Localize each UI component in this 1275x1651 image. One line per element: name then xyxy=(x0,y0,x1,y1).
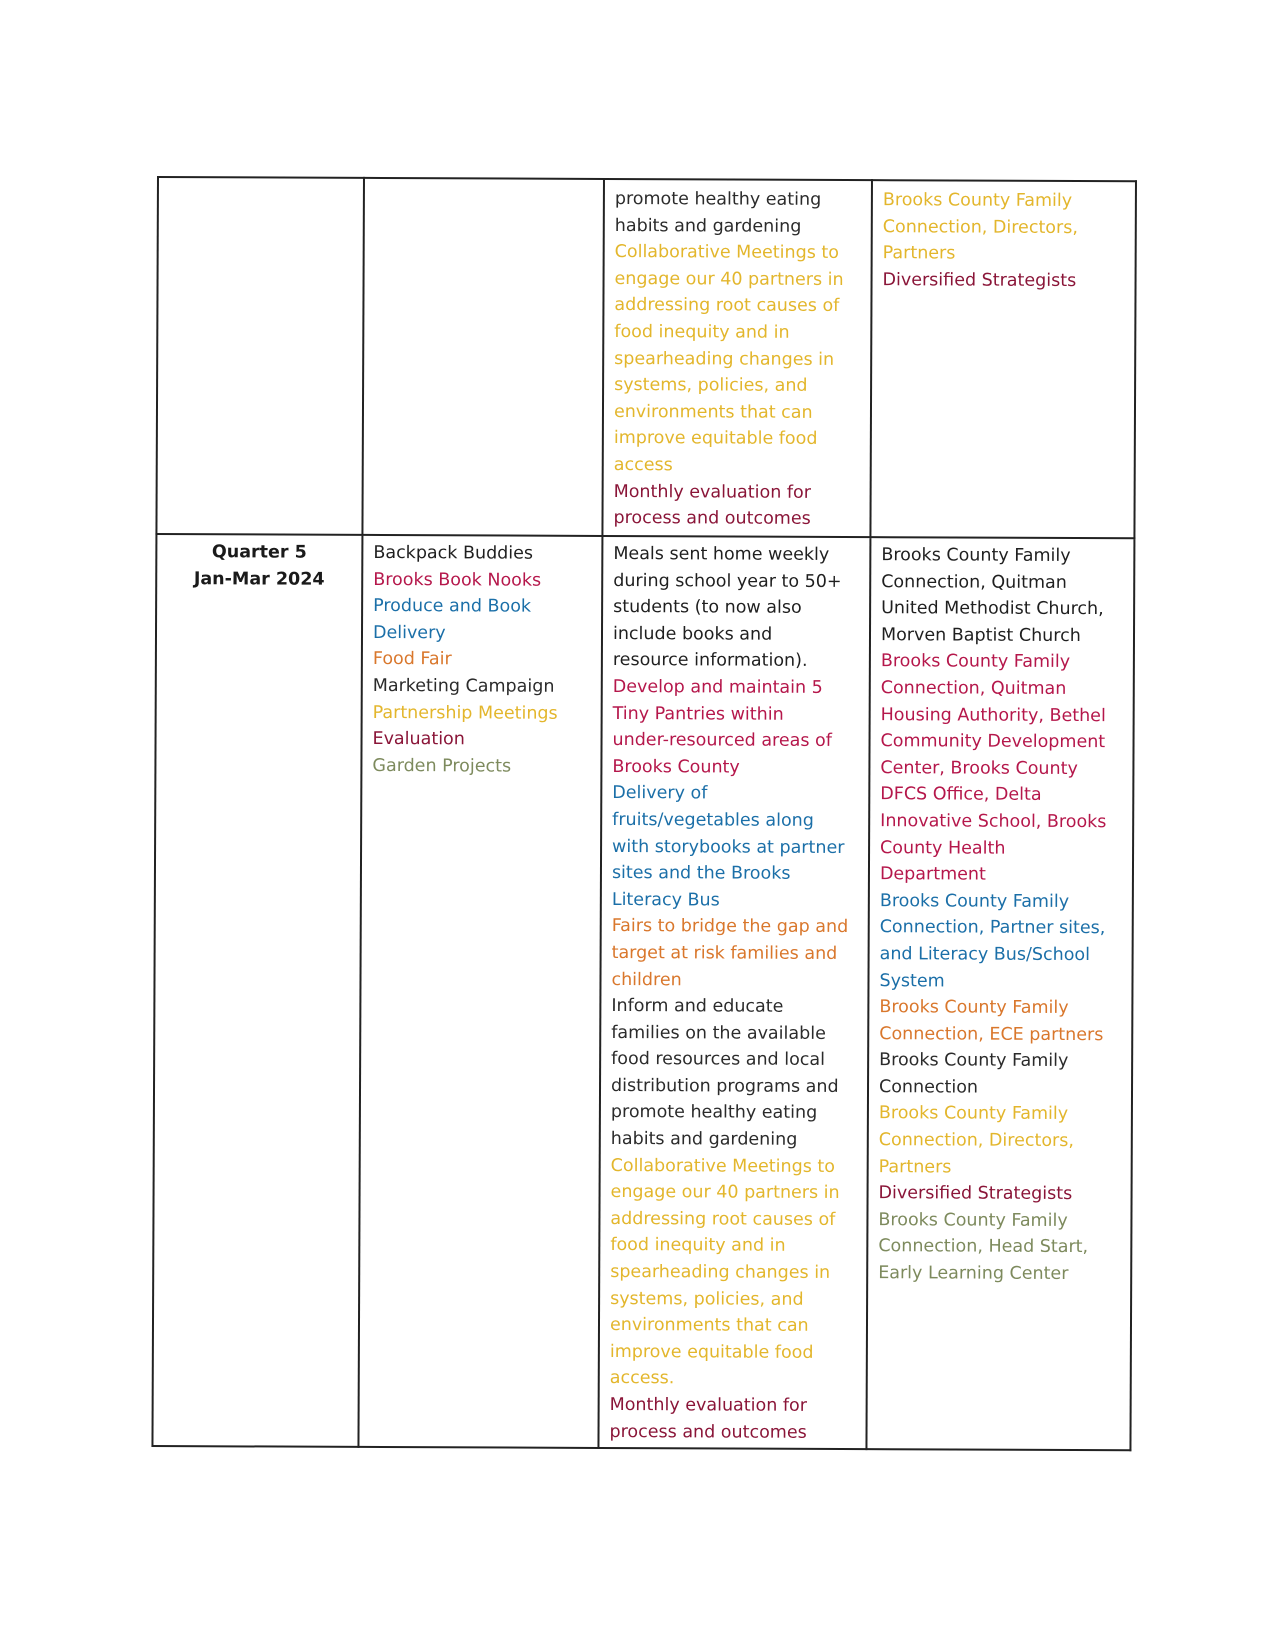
activity-backpack-buddies: Backpack Buddies xyxy=(373,542,534,564)
descriptions-cell xyxy=(602,179,872,537)
description-line: target at risk families and xyxy=(611,942,838,964)
description-line: Tiny Pantries within xyxy=(612,703,784,725)
description-line: improve equitable food xyxy=(609,1341,814,1363)
description-line: access. xyxy=(609,1368,675,1389)
activity-garden-projects: Garden Projects xyxy=(372,755,512,777)
partner-line: Housing Authority, Bethel xyxy=(880,704,1106,726)
table-row xyxy=(156,177,1136,538)
description-block xyxy=(610,1153,857,1393)
activity-brooks-book-nooks: Brooks Book Nooks xyxy=(373,569,542,591)
partner-block xyxy=(879,994,1121,1048)
description-line: during school year to 50+ xyxy=(613,570,842,592)
partner-line: Department xyxy=(879,864,986,885)
description-line: Literacy Bus xyxy=(611,889,720,911)
partners-cell xyxy=(870,180,1136,538)
partner-line: Brooks County Family xyxy=(879,1050,1069,1072)
partner-line: Connection, Quitman xyxy=(880,678,1067,699)
description-line: fruits/vegetables along xyxy=(612,809,814,831)
partner-line: Connection, Quitman xyxy=(881,571,1067,593)
partner-line: Brooks County Family xyxy=(879,997,1069,1019)
partner-line: Diversified Strategists xyxy=(878,1183,1073,1205)
partner-line: Partners xyxy=(882,243,956,264)
activities-cell xyxy=(362,178,604,536)
partner-line: Innovative School, Brooks xyxy=(880,811,1107,833)
description-line: Monthly evaluation for xyxy=(613,481,811,503)
description-line: addressing root causes of xyxy=(610,1208,836,1230)
description-line: process and outcomes xyxy=(609,1421,807,1443)
partner-line: Diversified Strategists xyxy=(882,269,1077,291)
description-block xyxy=(609,1392,855,1446)
activity-food-fair: Food Fair xyxy=(372,649,452,670)
partner-block xyxy=(878,1207,1120,1288)
description-line: families on the available xyxy=(611,1022,826,1044)
description-line: promote healthy eating xyxy=(610,1102,818,1124)
partner-line: County Health xyxy=(880,837,1006,859)
description-line: systems, policies, and xyxy=(614,375,808,396)
partner-line: Brooks County Family xyxy=(878,1103,1069,1125)
description-line: sites and the Brooks xyxy=(611,863,791,884)
partner-line: Connection, Directors, xyxy=(878,1130,1074,1152)
partner-line: Brooks County Family xyxy=(878,1210,1068,1231)
description-line: habits and gardening xyxy=(614,215,802,237)
description-block xyxy=(613,541,860,675)
description-line: children xyxy=(611,969,682,990)
description-block xyxy=(615,186,861,240)
description-line: Fairs to bridge the gap and xyxy=(611,916,849,938)
description-line: spearheading changes in xyxy=(610,1262,831,1283)
description-line: resource information). xyxy=(612,650,808,672)
description-line: engage our 40 partners in xyxy=(614,268,844,290)
partner-line: Morven Baptist Church xyxy=(880,624,1081,646)
activity-produce-book-delivery: Produce and Book xyxy=(373,596,532,617)
description-line: Brooks County xyxy=(612,756,740,778)
plan-table xyxy=(151,176,1137,1451)
quarter-label xyxy=(169,184,353,185)
description-line: students (to now also xyxy=(613,597,802,619)
partner-block xyxy=(879,1047,1121,1101)
description-line: Develop and maintain 5 xyxy=(612,676,823,698)
description-line: engage our 40 partners in xyxy=(610,1182,840,1204)
partner-line: Center, Brooks County xyxy=(880,757,1078,779)
partner-block xyxy=(879,1101,1121,1182)
partner-line: United Methodist Church, xyxy=(881,598,1104,620)
partner-block xyxy=(879,888,1121,995)
description-line: include books and xyxy=(612,623,773,645)
partner-line: Brooks County Family xyxy=(882,190,1073,211)
activity-marketing-campaign: Marketing Campaign xyxy=(372,675,555,697)
partner-block xyxy=(882,267,1124,295)
partner-block xyxy=(881,542,1123,649)
partner-line: Connection, Partner sites, xyxy=(879,917,1106,939)
description-line: Meals sent home weekly xyxy=(613,543,830,565)
description-block xyxy=(611,993,858,1154)
description-line: environments that can xyxy=(609,1315,809,1337)
description-line: Delivery of xyxy=(612,783,708,804)
description-block xyxy=(612,780,859,914)
partner-line: Connection xyxy=(878,1077,979,1098)
partner-line: and Literacy Bus/School xyxy=(879,944,1091,965)
description-line: systems, policies, and xyxy=(610,1288,804,1310)
partner-line: Connection, Directors, xyxy=(882,216,1078,238)
partner-line: System xyxy=(879,970,945,991)
table-row xyxy=(152,534,1134,1450)
description-line: food resources and local xyxy=(611,1049,826,1071)
description-line: access xyxy=(613,454,673,476)
description-line: distribution programs and xyxy=(610,1075,839,1097)
description-block xyxy=(614,239,861,479)
partner-line: Community Development xyxy=(880,731,1106,753)
description-block xyxy=(612,674,858,781)
description-block xyxy=(613,479,859,533)
description-line: food inequity and in xyxy=(614,321,790,343)
partner-line: Partners xyxy=(878,1156,952,1178)
quarter-dates: Jan-Mar 2024 xyxy=(193,568,325,590)
description-line: environments that can xyxy=(613,401,813,423)
partners-cell xyxy=(866,537,1134,1450)
description-line: improve equitable food xyxy=(613,428,818,450)
partner-line: Connection, ECE partners xyxy=(879,1023,1104,1045)
description-line: with storybooks at partner xyxy=(612,836,845,858)
partner-line: Brooks County Family xyxy=(880,651,1071,673)
quarter-cell xyxy=(152,534,362,1447)
partner-line: Early Learning Center xyxy=(878,1263,1069,1285)
partner-line: DFCS Office, Delta xyxy=(880,784,1042,806)
description-line: process and outcomes xyxy=(613,508,811,529)
activities-cell xyxy=(358,535,602,1448)
description-line: habits and gardening xyxy=(610,1129,798,1150)
description-line: spearheading changes in xyxy=(614,348,835,370)
quarter-label: Quarter 5 xyxy=(211,542,307,563)
description-line: food inequity and in xyxy=(610,1235,786,1257)
quarter-cell xyxy=(156,177,364,535)
partner-block xyxy=(879,1180,1121,1208)
description-block xyxy=(611,913,857,994)
descriptions-cell xyxy=(598,536,870,1449)
description-line: under-resourced areas of xyxy=(612,730,832,752)
partner-block xyxy=(880,649,1123,889)
description-line: Collaborative Meetings to xyxy=(614,242,840,264)
description-line: Collaborative Meetings to xyxy=(610,1155,836,1177)
partner-line: Brooks County Family xyxy=(881,545,1071,566)
activity-evaluation: Evaluation xyxy=(372,729,465,750)
partner-block xyxy=(883,187,1125,268)
description-line: Monthly evaluation for xyxy=(609,1394,807,1416)
quarter-dates xyxy=(169,184,353,185)
partner-line: Connection, Head Start, xyxy=(878,1236,1089,1258)
activity-produce-book-delivery: Delivery xyxy=(372,622,446,644)
activity-partnership-meetings: Partnership Meetings xyxy=(372,702,558,724)
description-line: promote healthy eating xyxy=(614,188,822,210)
description-line: Inform and educate xyxy=(611,996,784,1017)
partner-line: Brooks County Family xyxy=(879,890,1070,912)
description-line: addressing root causes of xyxy=(614,295,840,317)
